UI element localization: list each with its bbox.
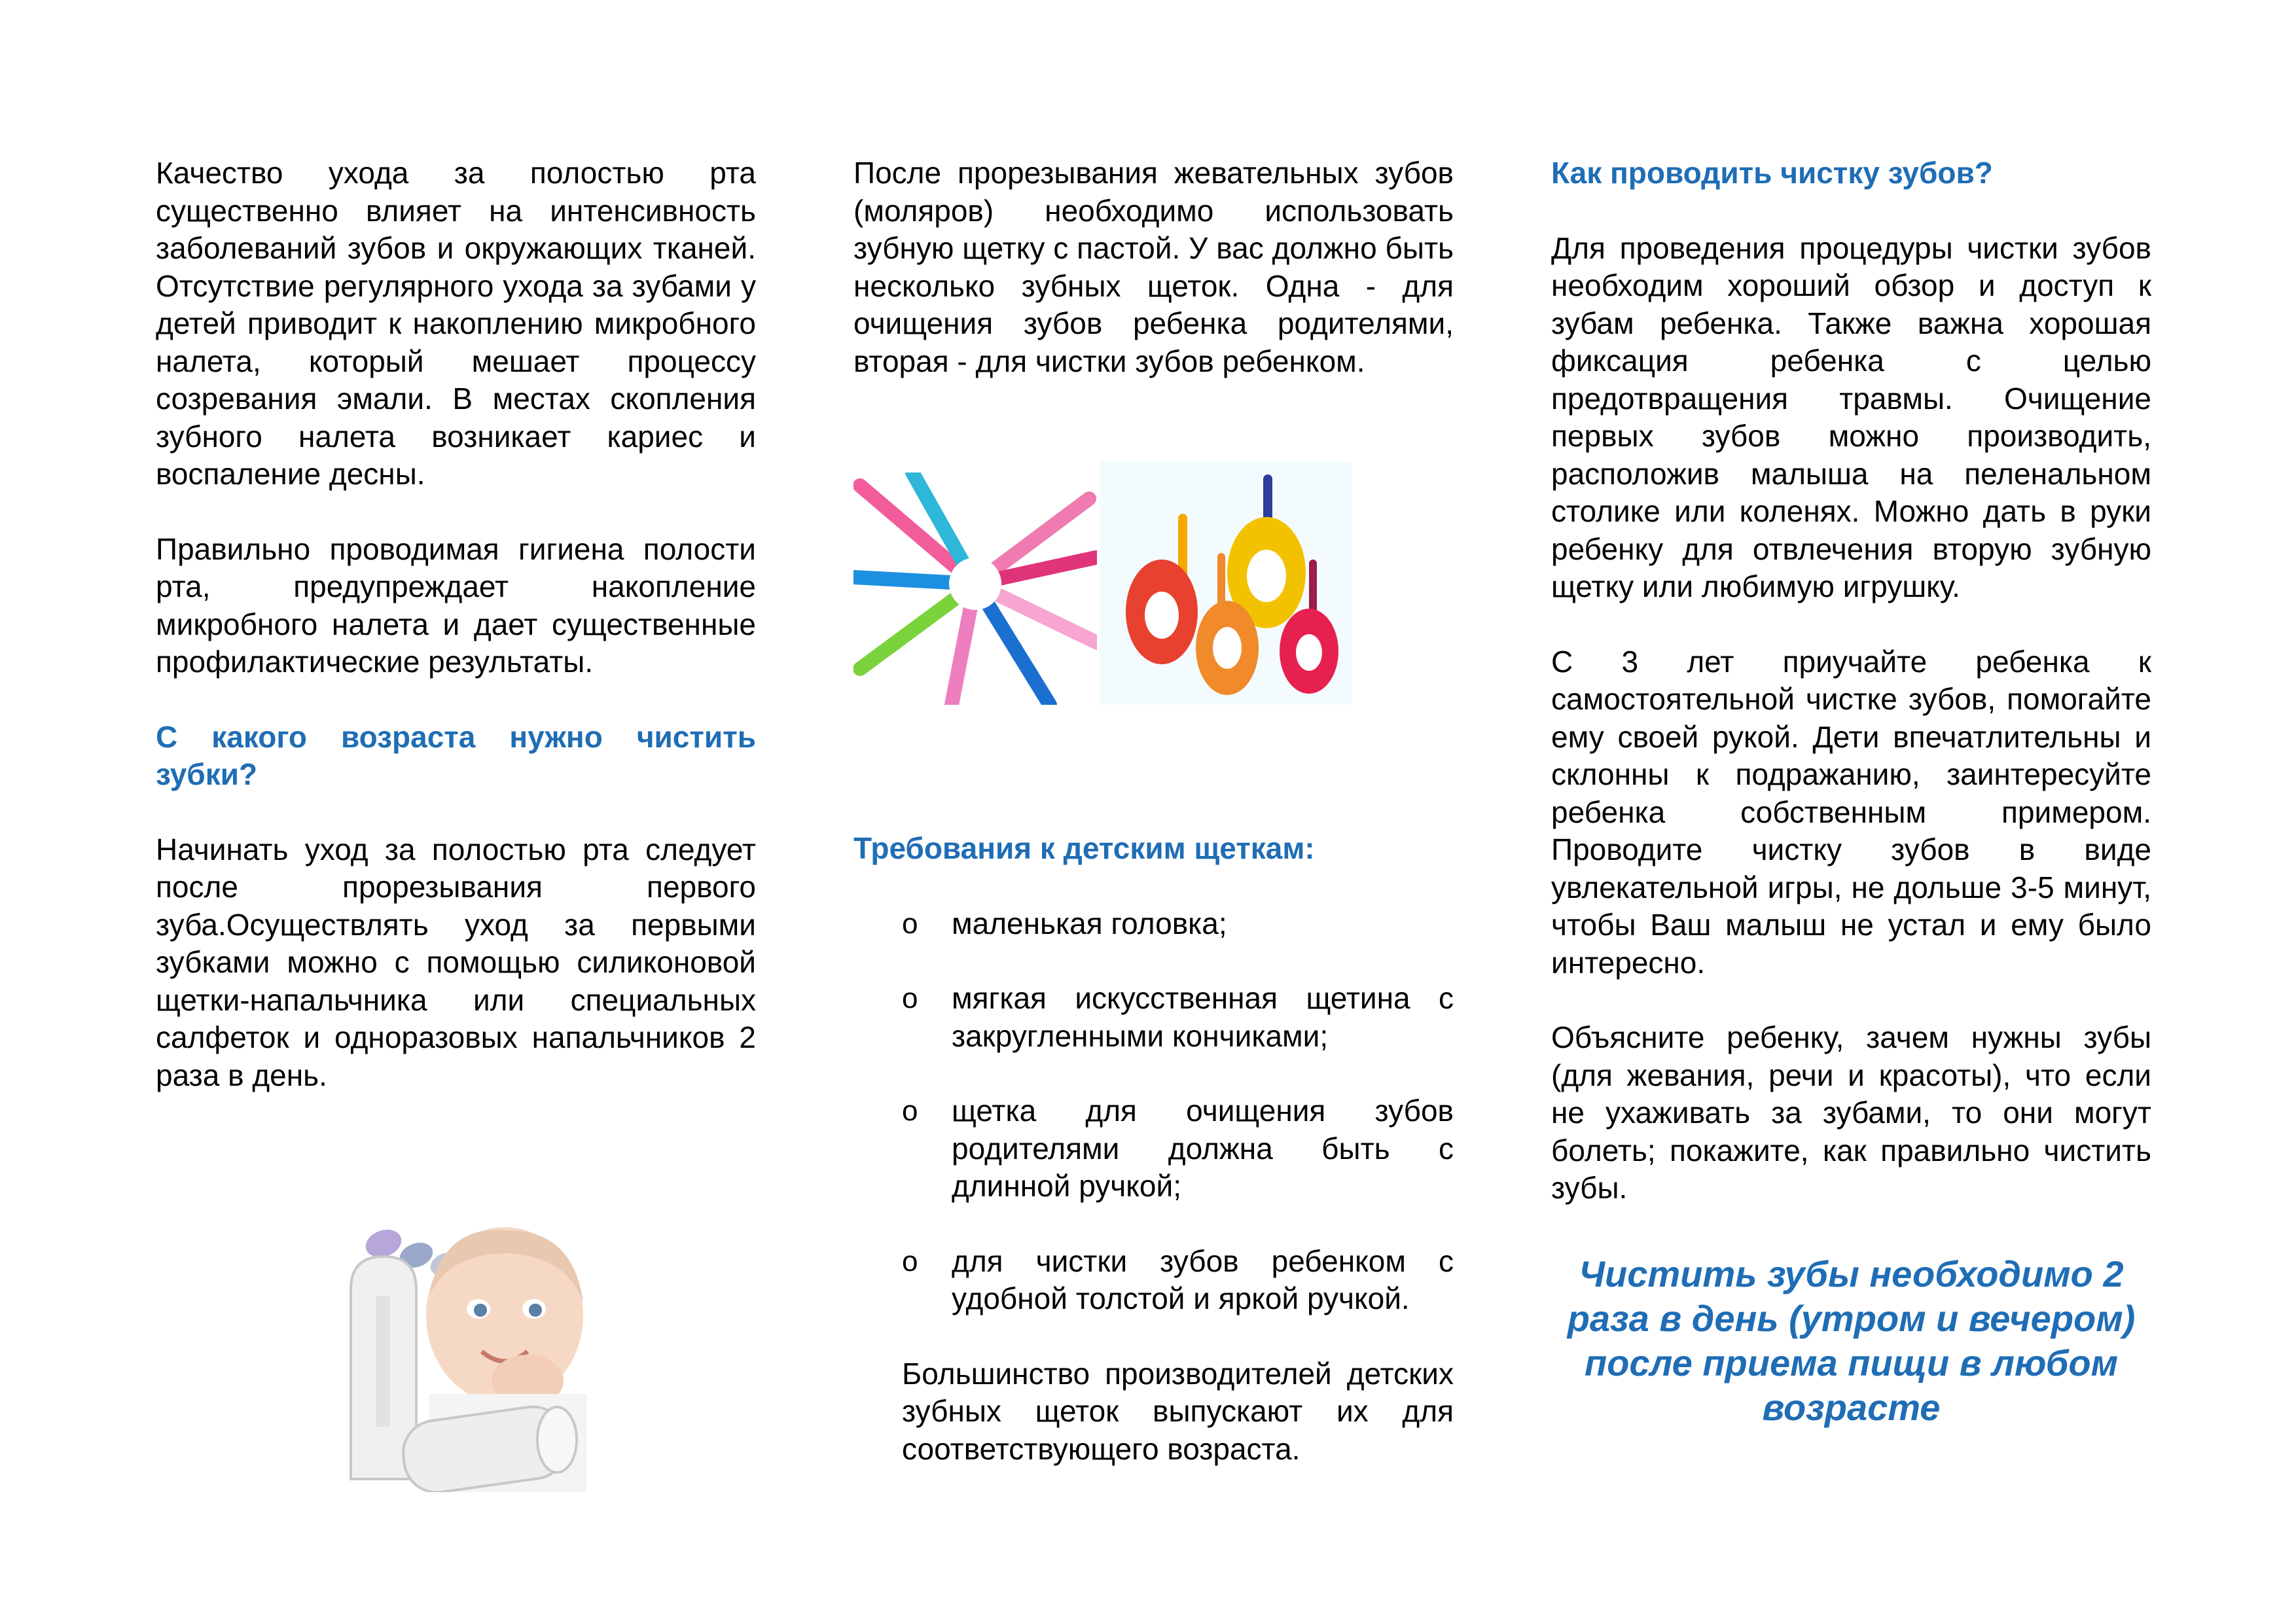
baby-finger-brush-image bbox=[331, 1217, 593, 1492]
how-to-brush-heading: Как проводить чистку зубов? bbox=[1551, 156, 1993, 190]
manufacturers-paragraph: Большинство производителей детских зубных щеток выпускают их для соответствующего возраста. bbox=[902, 1356, 1454, 1466]
toothbrushes-circle-image bbox=[853, 473, 1097, 705]
column-middle bbox=[853, 154, 1454, 380]
list-item: o для чистки зубов ребенком с удобной толстой и яркой ручкой. bbox=[902, 1243, 1454, 1315]
age-heading: С какого возраста нужно чистить зубки? bbox=[156, 719, 756, 791]
from-three-years-paragraph: С 3 лет приучайте ребенка к самостоятельной чистке зубов, помогайте ему своей рукой. Дети впечатлительны и склонны к подражанию, заинтересуйте ребенка собственным примером. Проводите чистку зубов в виде увлекательной игры, не дольше 3-5 минут, чтобы Ваш малыш не устал и ему было интересно. bbox=[1551, 644, 2151, 980]
bullet-icon: o bbox=[902, 1245, 918, 1277]
start-care-paragraph: Начинать уход за полостью рта следует после прорезывания первого зуба.Осуществлять уход за первыми зубками можно с помощью силиконовой щетки-напальчника или специальных салфеток и одноразовых напальчников 2 раза в день. bbox=[156, 832, 756, 1092]
list-item: o мягкая искусственная щетина с закругленными кончиками; bbox=[902, 981, 1454, 1053]
list-item: o щетка для очищения зубов родителями должна быть с длинной ручкой; bbox=[902, 1094, 1454, 1203]
intro-paragraph: Качество ухода за полостью рта существенно влияет на интенсивность заболеваний зубов и окружающих тканей. Отсутствие регулярного ухода за зубами у детей приводит к накоплению микробного налета, который мешает процессу созревания эмали. В местах скопления зубного налета возникает кариес и воспаление десны. bbox=[156, 156, 756, 491]
column-middle-lower bbox=[853, 830, 1454, 1468]
final-reminder: Чистить зубы необходимо 2 раза в день (утром и вечером) после приема пищи в любом возрасте bbox=[1567, 1253, 2136, 1428]
bullet-icon: o bbox=[902, 907, 918, 940]
requirements-list bbox=[853, 905, 1454, 1318]
bullet-icon: o bbox=[902, 982, 918, 1014]
column-left bbox=[156, 154, 756, 1094]
molars-paragraph: После прорезывания жевательных зубов (моляров) необходимо использовать зубную щетку с пастой. У вас должно быть несколько зубных щеток. Одна - для очищения зубов ребенка родителями, вторая - для чистки зубов ребенком. bbox=[853, 156, 1454, 378]
requirements-heading: Требования к детским щеткам: bbox=[853, 831, 1315, 865]
hygiene-paragraph: Правильно проводимая гигиена полости рта, предупреждает накопление микробного налета и дает существенные профилактические результаты. bbox=[156, 531, 756, 679]
column-right bbox=[1551, 154, 2151, 1430]
explain-paragraph: Объясните ребенку, зачем нужны зубы (для жевания, речи и красоты), что если не ухаживать за зубами, то они могут болеть; покажите, как правильно чистить зубы. bbox=[1551, 1020, 2151, 1205]
bullet-icon: o bbox=[902, 1095, 918, 1127]
kids-toothbrushes-image bbox=[1100, 461, 1352, 705]
list-item: o маленькая головка; bbox=[902, 905, 1454, 943]
procedure-paragraph: Для проведения процедуры чистки зубов необходим хороший обзор и доступ к зубам ребенка. Также важна хорошая фиксация ребенка с целью предотвращения травмы. Очищение первых зубов можно производить, расположив малыша на пеленальном столике или коленях. Можно дать в руки ребенку для отвлечения вторую зубную щетку или любимую игрушку. bbox=[1551, 230, 2151, 603]
